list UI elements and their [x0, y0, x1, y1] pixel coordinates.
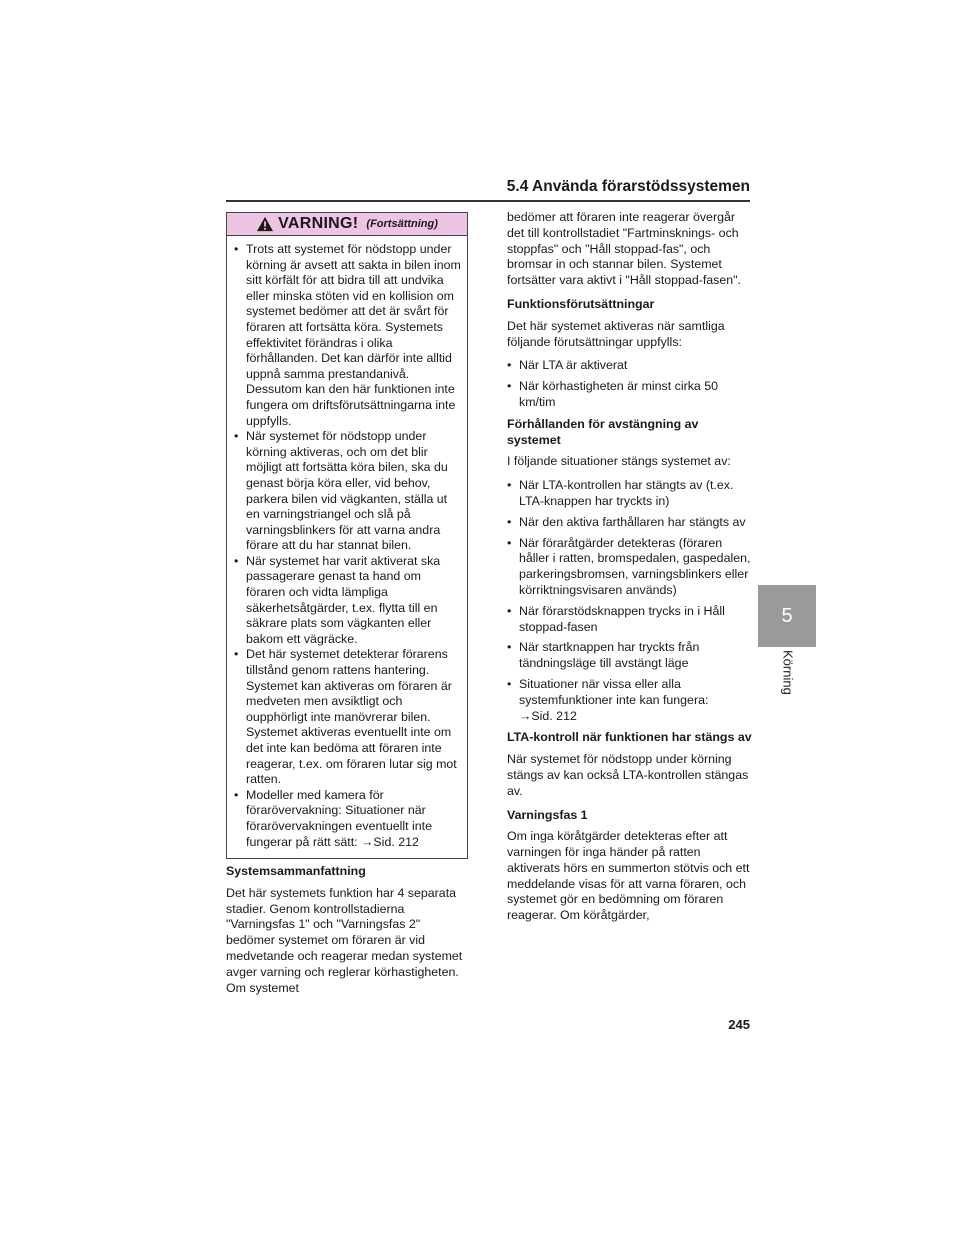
list-item: • När föraråtgärder detekteras (föraren håller i ratten, bromspedalen, gaspedalen, parkeringsbromsen, varningsblinkers eller körriktningsvisaren används)	[507, 536, 753, 599]
left-column	[226, 864, 466, 1004]
list-item: • När startknappen har tryckts från tändningsläge till avstängt läge	[507, 640, 753, 672]
warning-item	[233, 788, 461, 850]
list-item: • När LTA är aktiverat	[507, 358, 753, 374]
chapter-label: Körning	[780, 650, 796, 695]
right-column	[507, 210, 753, 932]
warning-item: • Det här systemet detekterar förarens tillstånd genom rattens hantering. Systemet kan aktiveras om föraren är medveten men avsiktligt och oupphörligt inte manövrerar bilen. Systemet aktiveras eventuellt inte om det inte kan bedöma att föraren inte reagerar, t.ex. om föraren lutar sig mot ratten.	[233, 647, 461, 787]
list-item: • När den aktiva farthållaren har stängts av	[507, 515, 753, 531]
warning-item: • Trots att systemet för nödstopp under körning är avsett att sakta in bilen inom sitt körfält för att bidra till att undvika eller minska stöten vid en kollision om systemet bedömer att det är svårt för föraren att fortsätta köra. Systemets effektivitet förändras i olika förhållanden. Det kan därför inte alltid uppnå samma prestandanivå. Dessutom kan den här funktionen inte fungera om driftsförutsättningarna inte uppfylls.	[233, 242, 461, 429]
functions-text: Det här systemet aktiveras när samtliga följande förutsättningar uppfylls:	[507, 318, 725, 349]
warning-header	[227, 213, 467, 236]
list-item: • När LTA-kontrollen har stängts av (t.ex. LTA-knappen har tryckts in)	[507, 478, 753, 510]
page-reference-link[interactable]: →Sid. 212	[361, 834, 419, 849]
list-item: • När förarstödsknappen trycks in i Håll stoppad-fasen	[507, 604, 753, 636]
list-item	[507, 677, 753, 724]
list-item-text: Situationer när vissa eller alla systemfunktioner inte kan fungera:	[519, 676, 709, 707]
warning-box	[226, 212, 468, 859]
warning-item: • När systemet för nödstopp under körning aktiveras, och om det blir möjligt att fortsätta köra bilen, ska du genast börja köra eller, vid behov, parkera bilen vid vägkanten, ställa ut en varningstriangel och slå på varningsblinkers för att varna andra förare att du har stannat bilen.	[233, 429, 461, 554]
phase1-text: Om inga köråtgärder detekteras efter att varningen för inga händer på ratten aktiverats hörs en summerton stötvis och ett meddelande visas för att varna föraren, och systemet gör en bedömning om föraren reagerar. Om köråtgärder,	[507, 829, 750, 923]
section-header: 5.4 Använda förarstödssystemen	[226, 178, 750, 202]
chapter-tab	[758, 585, 816, 647]
off-text: I följande situationer stängs systemet av:	[507, 454, 731, 469]
chapter-number: 5	[781, 604, 793, 627]
warning-triangle-icon	[256, 216, 274, 232]
chapter-label-container	[768, 650, 808, 710]
lta-text: När systemet för nödstopp under körning stängs av kan också LTA-kontrollen stängas av.	[507, 752, 749, 798]
phase1-heading: Varningsfas 1	[507, 807, 588, 822]
summary-text: Det här systemets funktion har 4 separata stadier. Genom kontrollstadierna "Varningsfas 1" och "Varningsfas 2" bedömer systemet om föraren är vid medvetande och reagerar medan systemet avger varning och reglerar körhastigheten. Om systemet	[226, 885, 463, 995]
warning-item: • När systemet har varit aktiverat ska passagerare genast ta hand om föraren och vidta lämpliga säkerhetsåtgärder, t.ex. flytta till en säkrare plats som vägkanten eller bakom ett vägräcke.	[233, 554, 461, 648]
lta-heading: LTA-kontroll när funktionen har stängs av	[507, 730, 752, 745]
warning-list	[227, 236, 467, 858]
warning-item-text: Modeller med kamera för förarövervakning: Situationer när förarövervakningen eventuellt inte fungerar på rätt sätt:	[246, 787, 432, 849]
off-list	[507, 478, 753, 724]
summary-heading: Systemsammanfattning	[226, 864, 366, 878]
list-item: • När körhastigheten är minst cirka 50 km/tim	[507, 379, 753, 411]
warning-title: VARNING!	[278, 215, 359, 232]
off-heading: Förhållanden för avstängning av systemet	[507, 416, 699, 447]
functions-heading: Funktionsförutsättningar	[507, 296, 655, 311]
page-number: 245	[728, 1017, 750, 1032]
functions-list	[507, 358, 753, 410]
warning-continuation: (Fortsättning)	[366, 218, 438, 230]
page-reference-link[interactable]: →Sid. 212	[519, 708, 577, 723]
continuation-text: bedömer att föraren inte reagerar övergår det till kontrollstadiet "Fartminsknings- och stoppfas" och "Håll stoppad-fas", och bromsar in och stannar bilen. Systemet fortsätter vara aktivt i "Håll stoppad-fasen".	[507, 210, 741, 288]
